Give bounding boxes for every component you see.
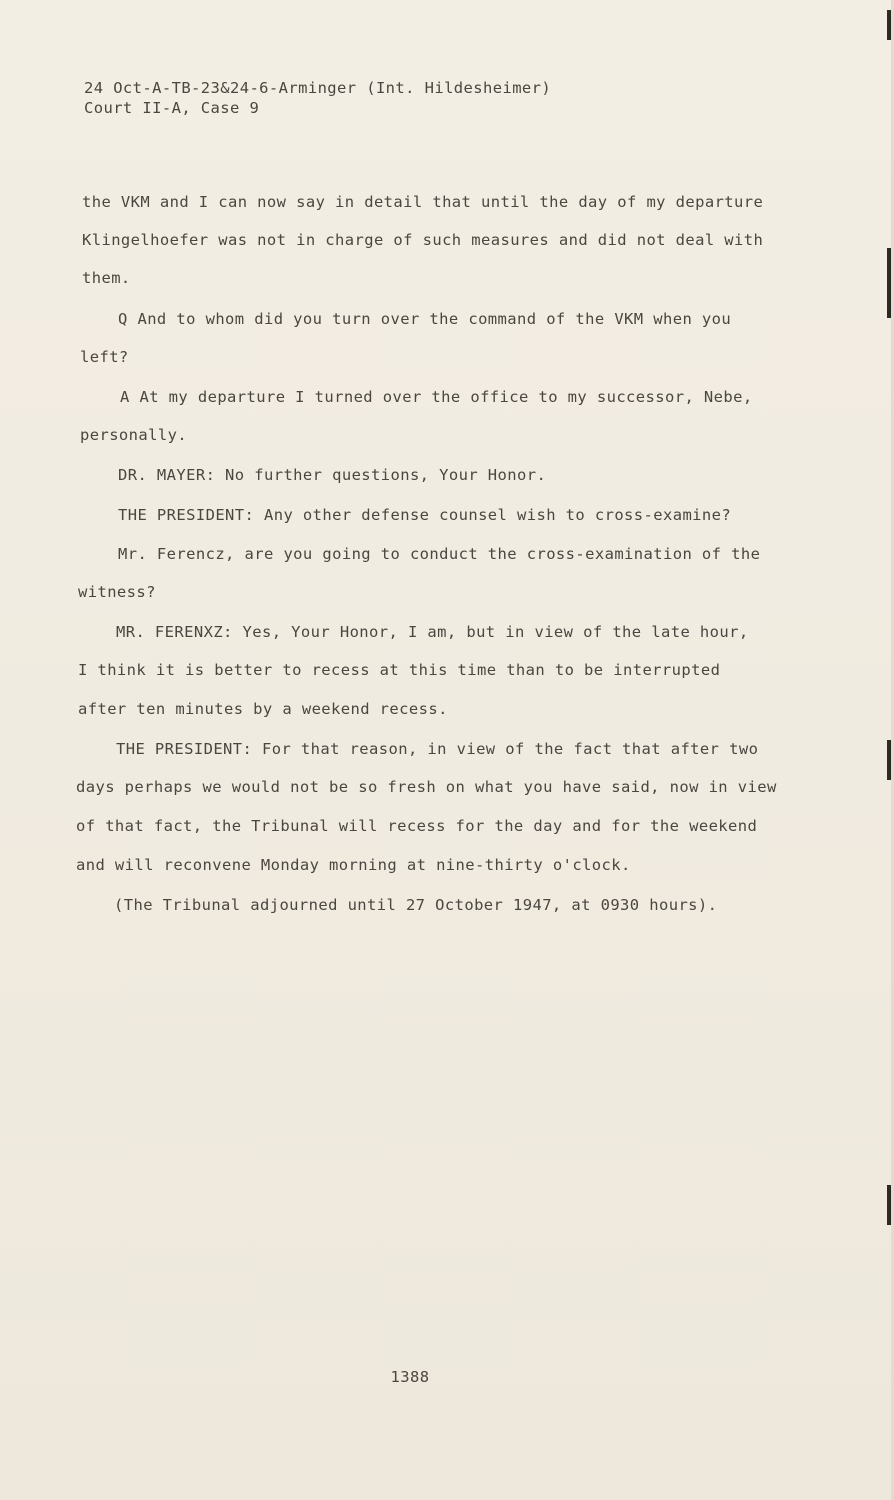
text-line: days perhaps we would not be so fresh on what you have said, now in view [76,778,777,796]
page-edge-mark [887,10,891,40]
text-line: I think it is better to recess at this time than to be interrupted [78,661,721,679]
text-line: Klingelhoefer was not in charge of such measures and did not deal with [82,231,764,249]
page-edge-mark [887,248,891,318]
page-number: 1388 [390,1368,430,1386]
text-line: Mr. Ferencz, are you going to conduct the cross-examination of the [118,545,761,563]
header-line: 24 Oct-A-TB-23&24-6-Arminger (Int. Hildesheimer) [84,79,552,97]
text-line: and will reconvene Monday morning at nine-thirty o'clock. [76,856,631,874]
text-line: DR. MAYER: No further questions, Your Honor. [118,466,547,484]
text-line: Q And to whom did you turn over the command of the VKM when you [118,310,732,328]
text-line: MR. FERENXZ: Yes, Your Honor, I am, but in view of the late hour, [116,623,749,641]
text-line: the VKM and I can now say in detail that until the day of my departure [82,193,764,211]
page-edge-mark [887,1185,891,1225]
text-line: personally. [80,426,188,444]
text-line: (The Tribunal adjourned until 27 October 1947, at 0930 hours). [114,896,718,914]
text-line: of that fact, the Tribunal will recess for the day and for the weekend [76,817,758,835]
text-line: A At my departure I turned over the office to my successor, Nebe, [120,388,753,406]
text-line: them. [82,269,131,287]
text-line: left? [80,348,129,366]
page-edge-mark [887,740,891,780]
header-line: Court II-A, Case 9 [84,99,260,117]
text-line: THE PRESIDENT: For that reason, in view of the fact that after two [116,740,759,758]
text-line: witness? [78,583,156,601]
text-line: after ten minutes by a weekend recess. [78,700,448,718]
document-header [84,78,551,118]
text-line: THE PRESIDENT: Any other defense counsel wish to cross-examine? [118,506,732,524]
